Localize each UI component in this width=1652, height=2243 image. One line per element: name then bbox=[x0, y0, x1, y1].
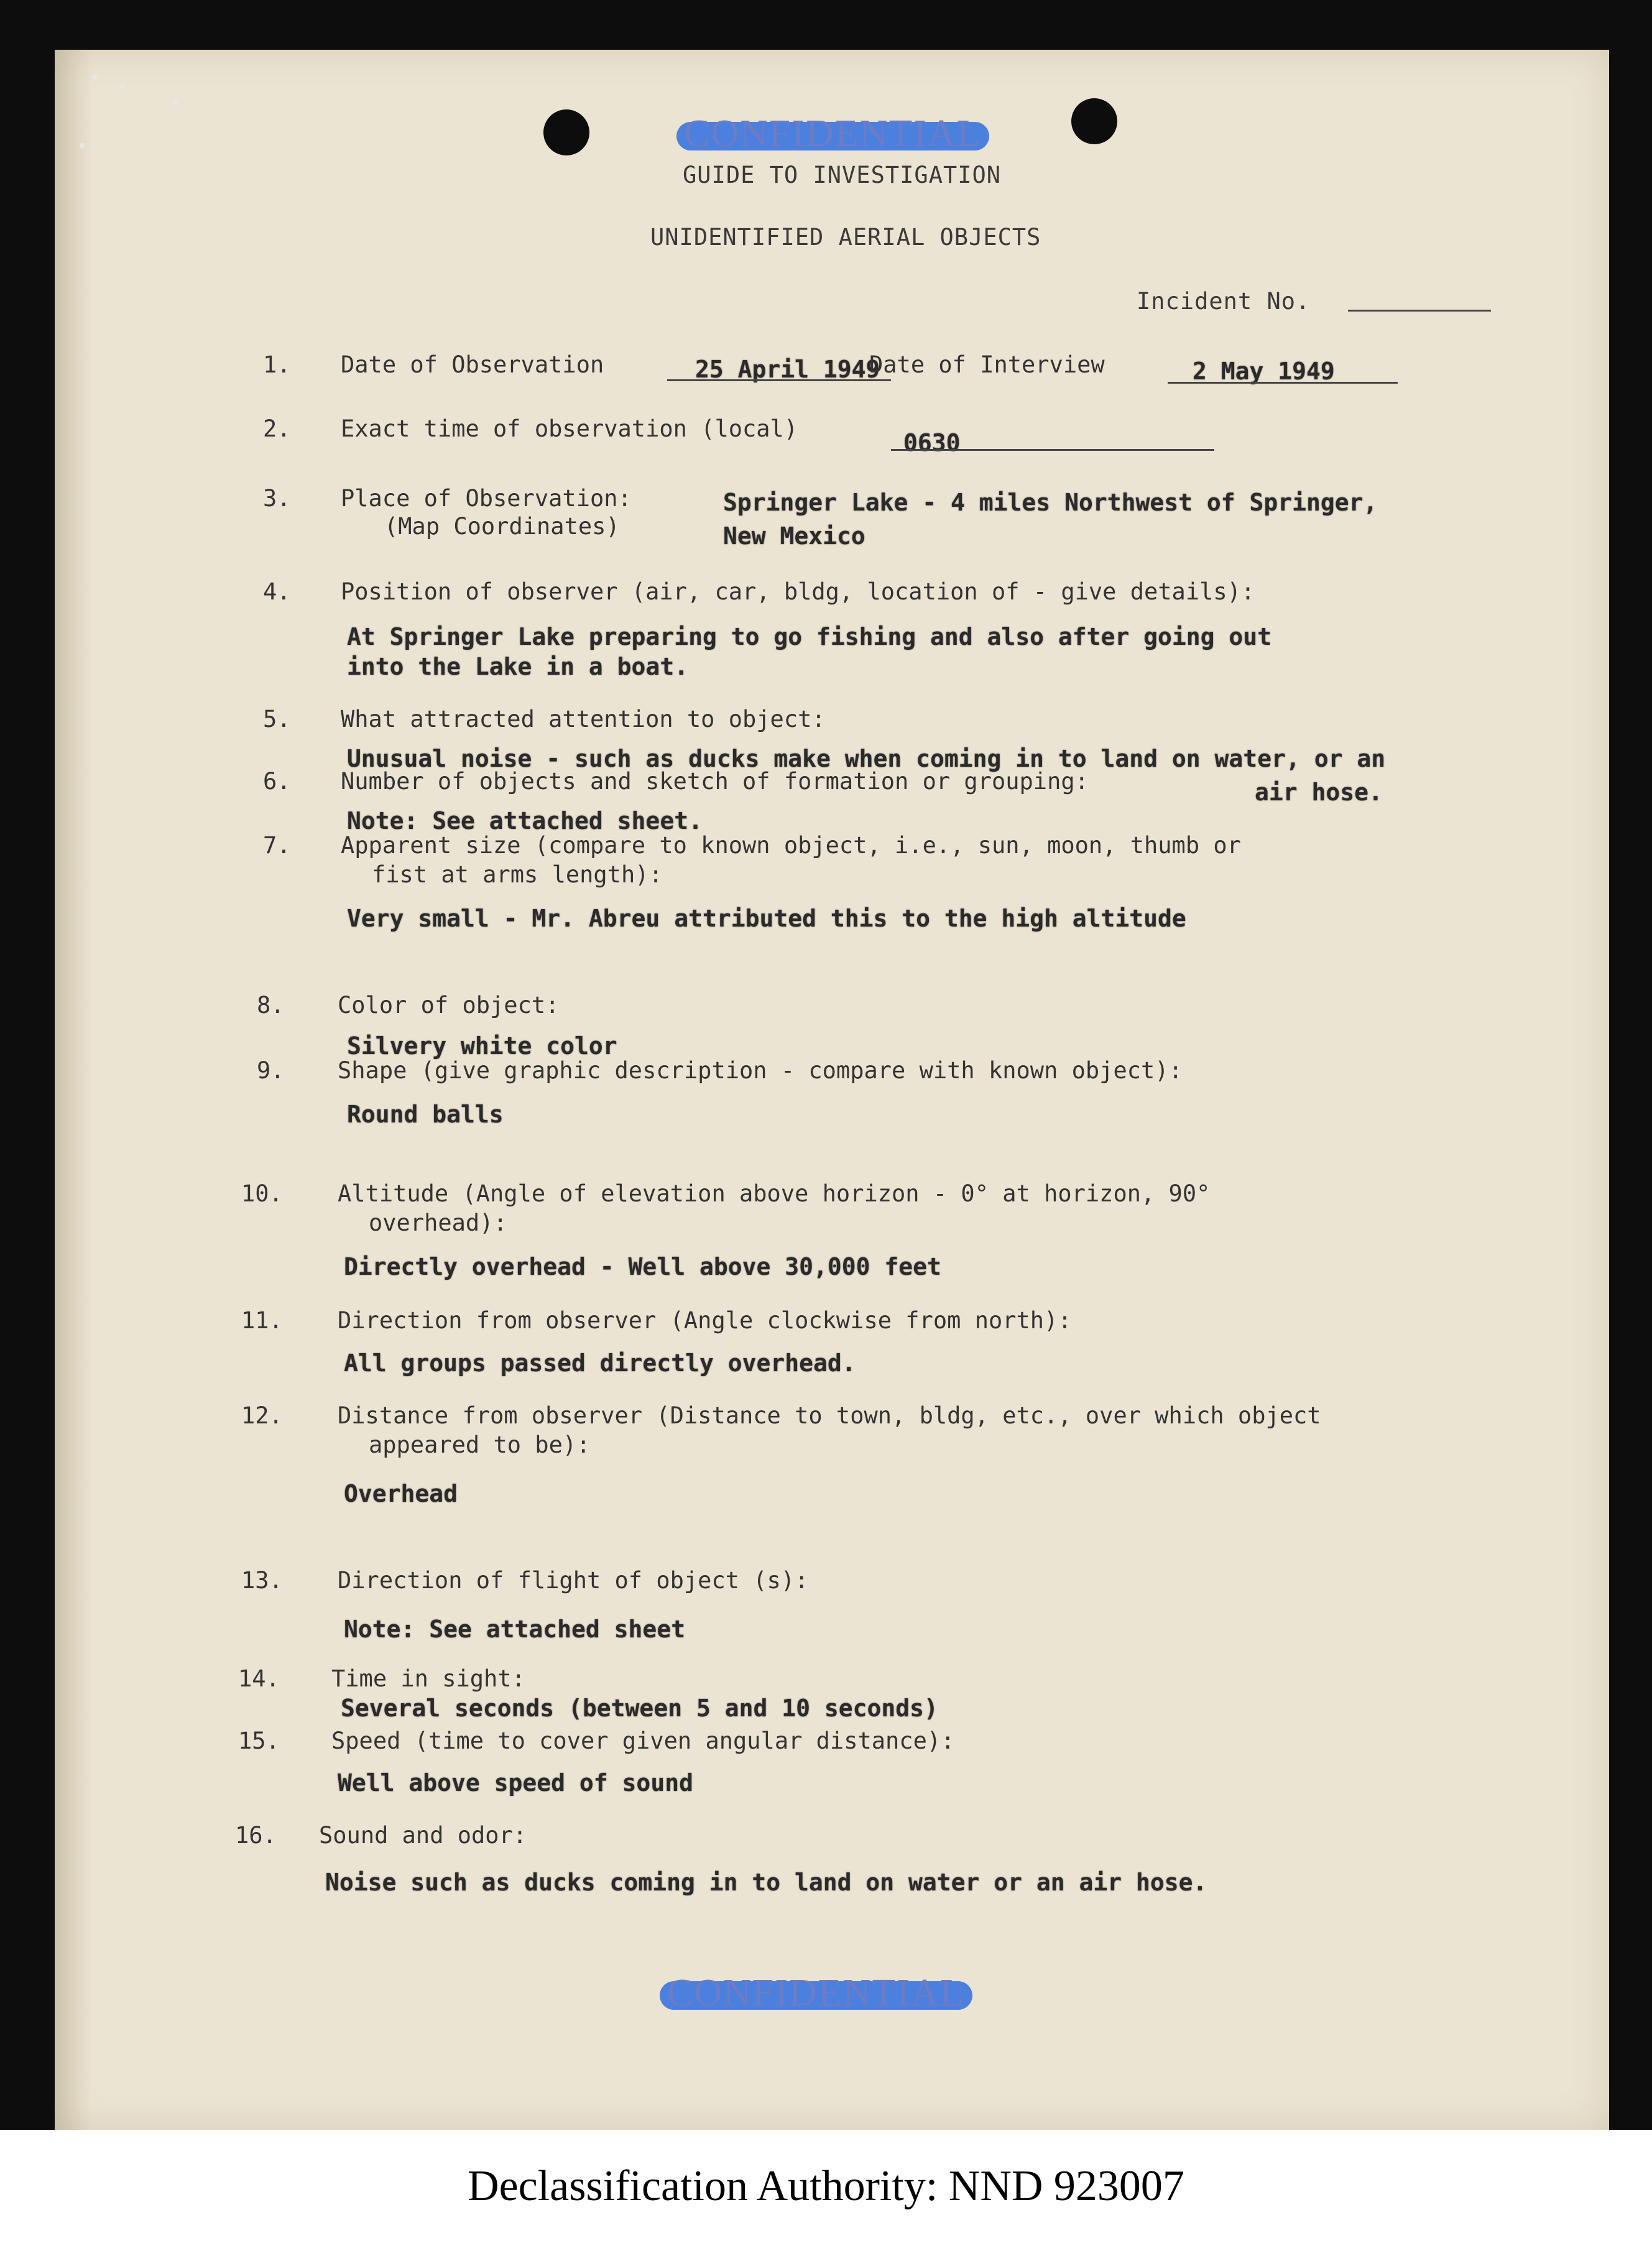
direction-label: Direction from observer (Angle clockwise from north): bbox=[338, 1307, 1072, 1334]
observer-position-value-line2: into the Lake in a boat. bbox=[347, 653, 689, 680]
distance-label: Distance from observer (Distance to town, bldg, etc., over which object bbox=[338, 1402, 1321, 1429]
interview-date-value: 2 May 1949 bbox=[1193, 358, 1335, 385]
observation-time-value: 0630 bbox=[903, 429, 961, 456]
item-number: 13. bbox=[241, 1567, 283, 1594]
observer-position-label: Position of observer (air, car, bldg, location of - give details): bbox=[341, 578, 1255, 605]
distance-value: Overhead bbox=[344, 1480, 458, 1507]
apparent-size-value: Very small - Mr. Abreu attributed this to the high altitude bbox=[347, 905, 1186, 932]
confidential-stamp-top: CONFIDENTIAL bbox=[684, 112, 982, 156]
altitude-label-line2: overhead): bbox=[369, 1209, 507, 1236]
item-number: 11. bbox=[241, 1307, 283, 1334]
time-in-sight-label: Time in sight: bbox=[331, 1665, 525, 1692]
observation-place-value: Springer Lake - 4 miles Northwest of Springer, bbox=[723, 489, 1378, 516]
object-color-label: Color of object: bbox=[338, 992, 560, 1019]
observation-place-value-line2: New Mexico bbox=[723, 522, 865, 550]
attention-label: What attracted attention to object: bbox=[341, 706, 826, 733]
paper-speck bbox=[120, 84, 125, 89]
item-number: 12. bbox=[241, 1402, 283, 1429]
item-number: 14. bbox=[238, 1665, 280, 1692]
apparent-size-label: Apparent size (compare to known object, i.e., sun, moon, thumb or bbox=[341, 832, 1241, 859]
attention-value: Unusual noise - such as ducks make when coming in to land on water, or an bbox=[347, 745, 1386, 772]
sound-odor-label: Sound and odor: bbox=[319, 1822, 527, 1849]
sound-odor-value: Noise such as ducks coming in to land on water or an air hose. bbox=[325, 1869, 1207, 1896]
item-number: 3. bbox=[263, 485, 291, 512]
item-number: 7. bbox=[263, 832, 291, 859]
punch-hole bbox=[543, 109, 589, 155]
observation-place-label: Place of Observation: bbox=[341, 485, 632, 512]
apparent-size-label-line2: fist at arms length): bbox=[372, 861, 663, 888]
confidential-stamp-bottom: CONFIDENTIAL bbox=[667, 1971, 965, 2015]
object-shape-label: Shape (give graphic description - compare with known object): bbox=[338, 1057, 1183, 1084]
incident-number-field bbox=[1348, 310, 1491, 312]
object-color-value: Silvery white color bbox=[347, 1032, 617, 1060]
item-number: 15. bbox=[238, 1727, 280, 1754]
altitude-value: Directly overhead - Well above 30,000 feet bbox=[344, 1253, 941, 1280]
direction-value: All groups passed directly overhead. bbox=[344, 1349, 856, 1377]
attention-value-line2: air hose. bbox=[1255, 779, 1383, 806]
document-title: GUIDE TO INVESTIGATION bbox=[683, 162, 1002, 188]
flight-direction-value: Note: See attached sheet bbox=[344, 1616, 686, 1643]
object-count-value: Note: See attached sheet. bbox=[347, 807, 703, 835]
incident-number-label: Incident No. bbox=[1137, 288, 1311, 315]
observation-date-label: Date of Observation bbox=[341, 351, 604, 378]
document-page bbox=[55, 50, 1609, 2130]
item-number: 4. bbox=[263, 578, 291, 605]
time-in-sight-value: Several seconds (between 5 and 10 seconds) bbox=[341, 1695, 938, 1722]
object-count-label: Number of objects and sketch of formation or grouping: bbox=[341, 768, 1089, 795]
speed-value: Well above speed of sound bbox=[338, 1769, 693, 1797]
distance-label-line2: appeared to be): bbox=[369, 1431, 591, 1458]
altitude-label: Altitude (Angle of elevation above horizon - 0° at horizon, 90° bbox=[338, 1180, 1211, 1207]
speed-label: Speed (time to cover given angular distance): bbox=[331, 1727, 955, 1754]
paper-speck bbox=[92, 75, 97, 80]
underline bbox=[1168, 382, 1398, 384]
paper-speck bbox=[80, 143, 85, 148]
observation-time-label: Exact time of observation (local) bbox=[341, 415, 798, 442]
item-number: 5. bbox=[263, 706, 291, 733]
underline bbox=[667, 379, 891, 381]
declassification-authority: Declassification Authority: NND 923007 bbox=[0, 2130, 1652, 2243]
object-shape-value: Round balls bbox=[347, 1101, 504, 1128]
item-number: 6. bbox=[263, 768, 291, 795]
interview-date-label: Date of Interview bbox=[869, 351, 1105, 378]
map-coordinates-label: (Map Coordinates) bbox=[384, 513, 620, 540]
item-number: 8. bbox=[257, 992, 285, 1019]
item-number: 2. bbox=[263, 415, 291, 442]
observer-position-value: At Springer Lake preparing to go fishing and also after going out bbox=[347, 623, 1272, 650]
flight-direction-label: Direction of flight of object (s): bbox=[338, 1567, 809, 1594]
item-number: 9. bbox=[257, 1057, 285, 1084]
document-subtitle: UNIDENTIFIED AERIAL OBJECTS bbox=[650, 224, 1041, 251]
observation-date-value: 25 April 1949 bbox=[695, 356, 880, 383]
paper-speck bbox=[173, 99, 178, 104]
underline bbox=[891, 449, 1214, 451]
punch-hole bbox=[1071, 98, 1117, 144]
item-number: 1. bbox=[263, 351, 291, 378]
item-number: 16. bbox=[235, 1822, 277, 1849]
item-number: 10. bbox=[241, 1180, 283, 1207]
